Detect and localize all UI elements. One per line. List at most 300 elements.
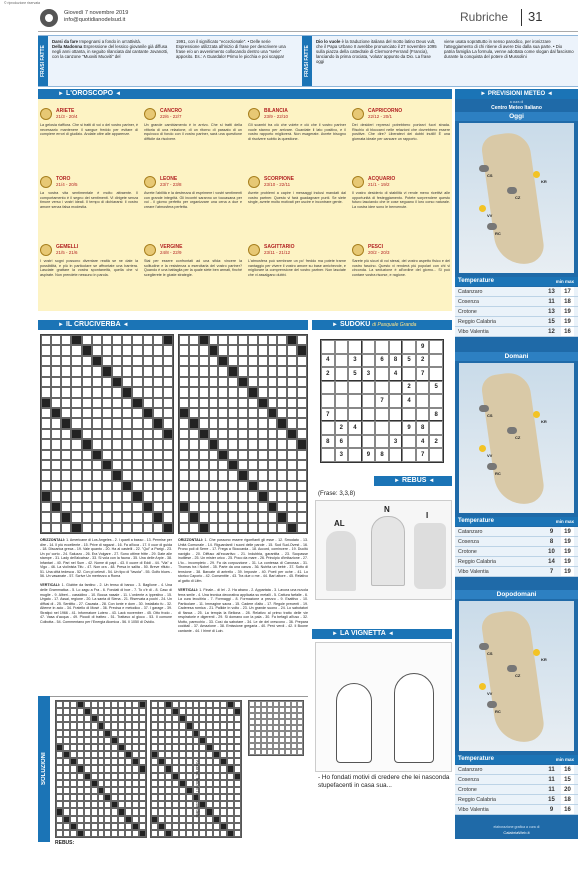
crossword-cell[interactable] — [118, 801, 125, 808]
crossword-cell[interactable] — [163, 523, 173, 533]
crossword-cell[interactable] — [111, 737, 118, 744]
sudoku-cell[interactable] — [362, 435, 376, 449]
crossword-cell[interactable] — [132, 744, 139, 751]
crossword-cell[interactable] — [158, 808, 165, 815]
crossword-cell[interactable] — [218, 502, 228, 512]
crossword-cell[interactable] — [104, 701, 111, 708]
crossword-cell[interactable] — [220, 701, 227, 708]
crossword-cell[interactable] — [238, 387, 248, 397]
crossword-cell[interactable] — [297, 345, 307, 355]
crossword-cell[interactable] — [199, 366, 209, 376]
crossword-cell[interactable] — [139, 744, 146, 751]
crossword-cell[interactable] — [82, 523, 92, 533]
crossword-cell[interactable] — [258, 387, 268, 397]
crossword-cell[interactable] — [125, 758, 132, 765]
crossword-cell[interactable] — [122, 491, 132, 501]
crossword-cell[interactable] — [125, 751, 132, 758]
crossword-cell[interactable] — [125, 808, 132, 815]
crossword-cell[interactable] — [172, 808, 179, 815]
crossword-cell[interactable] — [258, 481, 268, 491]
crossword-cell[interactable] — [84, 816, 91, 823]
crossword-cell[interactable] — [153, 429, 163, 439]
crossword-cell[interactable] — [165, 830, 172, 837]
crossword-cell[interactable] — [287, 429, 297, 439]
crossword-cell[interactable] — [151, 780, 158, 787]
crossword-cell[interactable] — [71, 460, 81, 470]
crossword-cell[interactable] — [227, 816, 234, 823]
crossword-cell[interactable] — [63, 765, 70, 772]
crossword-cell[interactable] — [77, 801, 84, 808]
sudoku-cell[interactable] — [362, 381, 376, 395]
crossword-cell[interactable] — [125, 744, 132, 751]
crossword-cell[interactable] — [193, 730, 200, 737]
crossword-cell[interactable] — [268, 491, 278, 501]
crossword-cell[interactable] — [104, 744, 111, 751]
crossword-cell[interactable] — [228, 491, 238, 501]
crossword-cell[interactable] — [122, 418, 132, 428]
crossword-cell[interactable] — [206, 758, 213, 765]
sudoku-cell[interactable] — [362, 340, 376, 354]
crossword-cell[interactable] — [104, 758, 111, 765]
crossword-cell[interactable] — [186, 773, 193, 780]
crossword-cell[interactable] — [132, 398, 142, 408]
crossword-cell[interactable] — [82, 377, 92, 387]
crossword-cell[interactable] — [206, 823, 213, 830]
sudoku-cell[interactable] — [335, 340, 349, 354]
crossword-cell[interactable] — [199, 744, 206, 751]
crossword-cell[interactable] — [218, 439, 228, 449]
crossword-cell[interactable] — [297, 523, 307, 533]
crossword-cell[interactable] — [179, 801, 186, 808]
crossword-cell[interactable] — [102, 418, 112, 428]
crossword-cell[interactable] — [163, 481, 173, 491]
crossword-cell[interactable] — [122, 450, 132, 460]
crossword-cell[interactable] — [218, 356, 228, 366]
crossword-cell[interactable] — [268, 481, 278, 491]
crossword-cell[interactable] — [143, 470, 153, 480]
crossword-cell[interactable] — [118, 823, 125, 830]
crossword-cell[interactable] — [104, 801, 111, 808]
crossword-cell[interactable] — [287, 345, 297, 355]
crossword-cell[interactable] — [77, 715, 84, 722]
crossword-cell[interactable] — [186, 722, 193, 729]
crossword-cell[interactable] — [165, 773, 172, 780]
crossword-cell[interactable] — [248, 335, 258, 345]
crossword-cell[interactable] — [238, 366, 248, 376]
crossword-cell[interactable] — [297, 439, 307, 449]
crossword-cell[interactable] — [56, 808, 63, 815]
crossword-cell[interactable] — [258, 408, 268, 418]
crossword-cell[interactable] — [228, 398, 238, 408]
crossword-cell[interactable] — [213, 773, 220, 780]
crossword-cell[interactable] — [92, 502, 102, 512]
crossword-cell[interactable] — [112, 450, 122, 460]
sudoku-cell[interactable] — [389, 394, 403, 408]
crossword-cell[interactable] — [199, 418, 209, 428]
crossword-cell[interactable] — [213, 751, 220, 758]
crossword-cell[interactable] — [139, 816, 146, 823]
crossword-cell[interactable] — [41, 387, 51, 397]
crossword-cell[interactable] — [63, 737, 70, 744]
crossword-cell[interactable] — [297, 418, 307, 428]
crossword-cell[interactable] — [213, 823, 220, 830]
crossword-cell[interactable] — [51, 502, 61, 512]
sudoku-cell[interactable]: 2 — [335, 421, 349, 435]
crossword-cell[interactable] — [248, 418, 258, 428]
crossword-cell[interactable] — [139, 751, 146, 758]
crossword-cell[interactable] — [118, 715, 125, 722]
crossword-cell[interactable] — [209, 387, 219, 397]
crossword-cell[interactable] — [234, 715, 241, 722]
crossword-cell[interactable] — [179, 398, 189, 408]
crossword-cell[interactable] — [179, 491, 189, 501]
crossword-cell[interactable] — [158, 780, 165, 787]
crossword-cell[interactable] — [179, 460, 189, 470]
crossword-cell[interactable] — [163, 356, 173, 366]
crossword-cell[interactable] — [189, 377, 199, 387]
crossword-cell[interactable] — [41, 356, 51, 366]
crossword-cell[interactable] — [125, 708, 132, 715]
crossword-cell[interactable] — [77, 701, 84, 708]
crossword-cell[interactable] — [179, 345, 189, 355]
crossword-cell[interactable] — [51, 366, 61, 376]
crossword-cell[interactable] — [51, 450, 61, 460]
crossword-cell[interactable] — [102, 356, 112, 366]
crossword-cell[interactable] — [112, 491, 122, 501]
crossword-cell[interactable] — [258, 398, 268, 408]
crossword-cell[interactable] — [91, 701, 98, 708]
crossword-cell[interactable] — [277, 450, 287, 460]
crossword-cell[interactable] — [82, 512, 92, 522]
crossword-cell[interactable] — [193, 701, 200, 708]
crossword-cell[interactable] — [277, 377, 287, 387]
crossword-cell[interactable] — [199, 780, 206, 787]
crossword-cell[interactable] — [179, 715, 186, 722]
crossword-cell[interactable] — [277, 408, 287, 418]
crossword-cell[interactable] — [258, 491, 268, 501]
crossword-cell[interactable] — [70, 730, 77, 737]
crossword-cell[interactable] — [218, 523, 228, 533]
crossword-cell[interactable] — [143, 345, 153, 355]
crossword-cell[interactable] — [179, 481, 189, 491]
crossword-cell[interactable] — [165, 765, 172, 772]
crossword-cell[interactable] — [206, 780, 213, 787]
crossword-cell[interactable] — [297, 470, 307, 480]
crossword-cell[interactable] — [287, 439, 297, 449]
crossword-cell[interactable] — [186, 780, 193, 787]
crossword-cell[interactable] — [213, 722, 220, 729]
crossword-cell[interactable] — [213, 801, 220, 808]
crossword-cell[interactable] — [213, 816, 220, 823]
crossword-cell[interactable] — [61, 491, 71, 501]
crossword-cell[interactable] — [172, 744, 179, 751]
crossword-cell[interactable] — [71, 429, 81, 439]
crossword-cell[interactable] — [153, 523, 163, 533]
crossword-cell[interactable] — [153, 460, 163, 470]
crossword-cell[interactable] — [139, 823, 146, 830]
crossword-cell[interactable] — [98, 708, 105, 715]
crossword-cell[interactable] — [189, 470, 199, 480]
crossword-cell[interactable] — [277, 366, 287, 376]
crossword-cell[interactable] — [228, 366, 238, 376]
crossword-cell[interactable] — [98, 780, 105, 787]
crossword-cell[interactable] — [165, 787, 172, 794]
sudoku-cell[interactable] — [348, 381, 362, 395]
crossword-cell[interactable] — [84, 701, 91, 708]
crossword-cell[interactable] — [61, 387, 71, 397]
crossword-cell[interactable] — [112, 439, 122, 449]
crossword-cell[interactable] — [84, 794, 91, 801]
crossword-cell[interactable] — [209, 398, 219, 408]
crossword-cell[interactable] — [56, 708, 63, 715]
crossword-cell[interactable] — [122, 460, 132, 470]
crossword-cell[interactable] — [172, 823, 179, 830]
sudoku-cell[interactable] — [389, 340, 403, 354]
crossword-cell[interactable] — [70, 773, 77, 780]
crossword-cell[interactable] — [77, 780, 84, 787]
crossword-cell[interactable] — [258, 439, 268, 449]
crossword-cell[interactable] — [125, 801, 132, 808]
crossword-cell[interactable] — [258, 335, 268, 345]
crossword-cell[interactable] — [199, 470, 209, 480]
crossword-cell[interactable] — [61, 512, 71, 522]
crossword-cell[interactable] — [151, 794, 158, 801]
crossword-cell[interactable] — [199, 450, 209, 460]
crossword-cell[interactable] — [248, 512, 258, 522]
crossword-cell[interactable] — [189, 450, 199, 460]
crossword-cell[interactable] — [70, 823, 77, 830]
crossword-cell[interactable] — [102, 491, 112, 501]
crossword-cell[interactable] — [268, 429, 278, 439]
crossword-cell[interactable] — [71, 523, 81, 533]
crossword-cell[interactable] — [153, 502, 163, 512]
sudoku-cell[interactable]: 2 — [416, 354, 430, 368]
crossword-cell[interactable] — [158, 701, 165, 708]
crossword-cell[interactable] — [63, 823, 70, 830]
crossword-cell[interactable] — [297, 408, 307, 418]
crossword-cell[interactable] — [41, 450, 51, 460]
crossword-cell[interactable] — [132, 816, 139, 823]
crossword-cell[interactable] — [71, 377, 81, 387]
crossword-cell[interactable] — [268, 387, 278, 397]
crossword-cell[interactable] — [228, 481, 238, 491]
crossword-cell[interactable] — [112, 470, 122, 480]
crossword-cell[interactable] — [104, 787, 111, 794]
crossword-cell[interactable] — [238, 450, 248, 460]
crossword-cell[interactable] — [92, 470, 102, 480]
crossword-cell[interactable] — [125, 715, 132, 722]
crossword-cell[interactable] — [132, 715, 139, 722]
crossword-cell[interactable] — [82, 439, 92, 449]
crossword-cell[interactable] — [287, 512, 297, 522]
crossword-cell[interactable] — [234, 765, 241, 772]
crossword-cell[interactable] — [179, 773, 186, 780]
crossword-cell[interactable] — [139, 773, 146, 780]
crossword-cell[interactable] — [51, 377, 61, 387]
crossword-cell[interactable] — [209, 450, 219, 460]
crossword-cell[interactable] — [104, 722, 111, 729]
crossword-cell[interactable] — [227, 737, 234, 744]
crossword-cell[interactable] — [227, 730, 234, 737]
crossword-cell[interactable] — [51, 512, 61, 522]
crossword-cell[interactable] — [111, 773, 118, 780]
crossword-cell[interactable] — [165, 751, 172, 758]
crossword-cell[interactable] — [199, 751, 206, 758]
crossword-cell[interactable] — [151, 765, 158, 772]
crossword-cell[interactable] — [220, 780, 227, 787]
crossword-cell[interactable] — [91, 808, 98, 815]
crossword-cell[interactable] — [92, 377, 102, 387]
crossword-cell[interactable] — [287, 387, 297, 397]
crossword-cell[interactable] — [277, 491, 287, 501]
crossword-cell[interactable] — [238, 335, 248, 345]
crossword-cell[interactable] — [91, 823, 98, 830]
crossword-cell[interactable] — [172, 701, 179, 708]
crossword-cell[interactable] — [92, 450, 102, 460]
sudoku-cell[interactable]: 5 — [429, 381, 443, 395]
crossword-cell[interactable] — [98, 715, 105, 722]
crossword-cell[interactable] — [297, 356, 307, 366]
sudoku-cell[interactable] — [375, 367, 389, 381]
crossword-cell[interactable] — [82, 345, 92, 355]
crossword-cell[interactable] — [125, 730, 132, 737]
crossword-cell[interactable] — [297, 335, 307, 345]
crossword-cell[interactable] — [112, 429, 122, 439]
crossword-cell[interactable] — [179, 418, 189, 428]
crossword-cell[interactable] — [199, 439, 209, 449]
crossword-cell[interactable] — [102, 460, 112, 470]
crossword-cell[interactable] — [118, 737, 125, 744]
crossword-cell[interactable] — [158, 794, 165, 801]
crossword-cell[interactable] — [112, 481, 122, 491]
crossword-cell[interactable] — [92, 429, 102, 439]
crossword-cell[interactable] — [151, 737, 158, 744]
crossword-cell[interactable] — [112, 345, 122, 355]
crossword-cell[interactable] — [112, 512, 122, 522]
sudoku-cell[interactable] — [362, 394, 376, 408]
crossword-cell[interactable] — [165, 708, 172, 715]
crossword-cell[interactable] — [228, 408, 238, 418]
crossword-cell[interactable] — [98, 830, 105, 837]
crossword-cell[interactable] — [139, 830, 146, 837]
crossword-cell[interactable] — [209, 439, 219, 449]
crossword-cell[interactable] — [143, 460, 153, 470]
crossword-cell[interactable] — [61, 398, 71, 408]
crossword-cell[interactable] — [98, 773, 105, 780]
crossword-cell[interactable] — [209, 429, 219, 439]
crossword-cell[interactable] — [179, 751, 186, 758]
crossword-cell[interactable] — [163, 345, 173, 355]
crossword-cell[interactable] — [151, 715, 158, 722]
crossword-cell[interactable] — [61, 418, 71, 428]
crossword-cell[interactable] — [238, 418, 248, 428]
crossword-cell[interactable] — [199, 491, 209, 501]
crossword-cell[interactable] — [158, 823, 165, 830]
crossword-cell[interactable] — [139, 737, 146, 744]
crossword-cell[interactable] — [206, 830, 213, 837]
crossword-cell[interactable] — [92, 408, 102, 418]
crossword-cell[interactable] — [199, 523, 209, 533]
crossword-cell[interactable] — [227, 801, 234, 808]
crossword-cell[interactable] — [258, 429, 268, 439]
sudoku-cell[interactable] — [416, 381, 430, 395]
crossword-cell[interactable] — [111, 816, 118, 823]
crossword-cell[interactable] — [179, 387, 189, 397]
crossword-cell[interactable] — [227, 758, 234, 765]
crossword-cell[interactable] — [56, 758, 63, 765]
crossword-cell[interactable] — [63, 816, 70, 823]
crossword-cell[interactable] — [199, 708, 206, 715]
sudoku-cell[interactable]: 7 — [416, 367, 430, 381]
crossword-cell[interactable] — [158, 708, 165, 715]
crossword-cell[interactable] — [132, 335, 142, 345]
crossword-cell[interactable] — [82, 460, 92, 470]
crossword-cell[interactable] — [102, 429, 112, 439]
sudoku-cell[interactable] — [348, 394, 362, 408]
crossword-cell[interactable] — [112, 356, 122, 366]
crossword-cell[interactable] — [102, 387, 112, 397]
sudoku-cell[interactable] — [348, 448, 362, 462]
crossword-cell[interactable] — [172, 794, 179, 801]
crossword-cell[interactable] — [218, 429, 228, 439]
crossword-cell[interactable] — [77, 816, 84, 823]
crossword-cell[interactable] — [199, 481, 209, 491]
crossword-cell[interactable] — [132, 523, 142, 533]
crossword-cell[interactable] — [163, 491, 173, 501]
sudoku-cell[interactable] — [321, 340, 335, 354]
crossword-cell[interactable] — [189, 335, 199, 345]
crossword-cell[interactable] — [112, 523, 122, 533]
crossword-cell[interactable] — [165, 722, 172, 729]
sudoku-cell[interactable] — [362, 354, 376, 368]
crossword-cell[interactable] — [238, 439, 248, 449]
crossword-cell[interactable] — [61, 356, 71, 366]
crossword-cell[interactable] — [132, 730, 139, 737]
crossword-cell[interactable] — [132, 356, 142, 366]
crossword-cell[interactable] — [143, 450, 153, 460]
crossword-cell[interactable] — [234, 744, 241, 751]
crossword-cell[interactable] — [71, 502, 81, 512]
crossword-cell[interactable] — [199, 808, 206, 815]
crossword-cell[interactable] — [179, 512, 189, 522]
crossword-cell[interactable] — [51, 460, 61, 470]
sudoku-cell[interactable] — [321, 381, 335, 395]
crossword-cell[interactable] — [206, 765, 213, 772]
crossword-cell[interactable] — [297, 398, 307, 408]
crossword-cell[interactable] — [125, 737, 132, 744]
crossword-cell[interactable] — [118, 765, 125, 772]
crossword-cell[interactable] — [91, 794, 98, 801]
crossword-cell[interactable] — [63, 808, 70, 815]
crossword-cell[interactable] — [189, 512, 199, 522]
crossword-cell[interactable] — [41, 377, 51, 387]
crossword-cell[interactable] — [153, 418, 163, 428]
sudoku-cell[interactable] — [429, 448, 443, 462]
crossword-cell[interactable] — [268, 335, 278, 345]
crossword-cell[interactable] — [91, 722, 98, 729]
crossword-cell[interactable] — [228, 429, 238, 439]
crossword-cell[interactable] — [158, 765, 165, 772]
crossword-cell[interactable] — [51, 523, 61, 533]
sudoku-cell[interactable] — [335, 381, 349, 395]
crossword-cell[interactable] — [77, 744, 84, 751]
crossword-cell[interactable] — [227, 751, 234, 758]
sudoku-cell[interactable]: 8 — [389, 354, 403, 368]
crossword-cell[interactable] — [118, 708, 125, 715]
crossword-cell[interactable] — [193, 751, 200, 758]
crossword-cell[interactable] — [92, 387, 102, 397]
crossword-cell[interactable] — [238, 460, 248, 470]
